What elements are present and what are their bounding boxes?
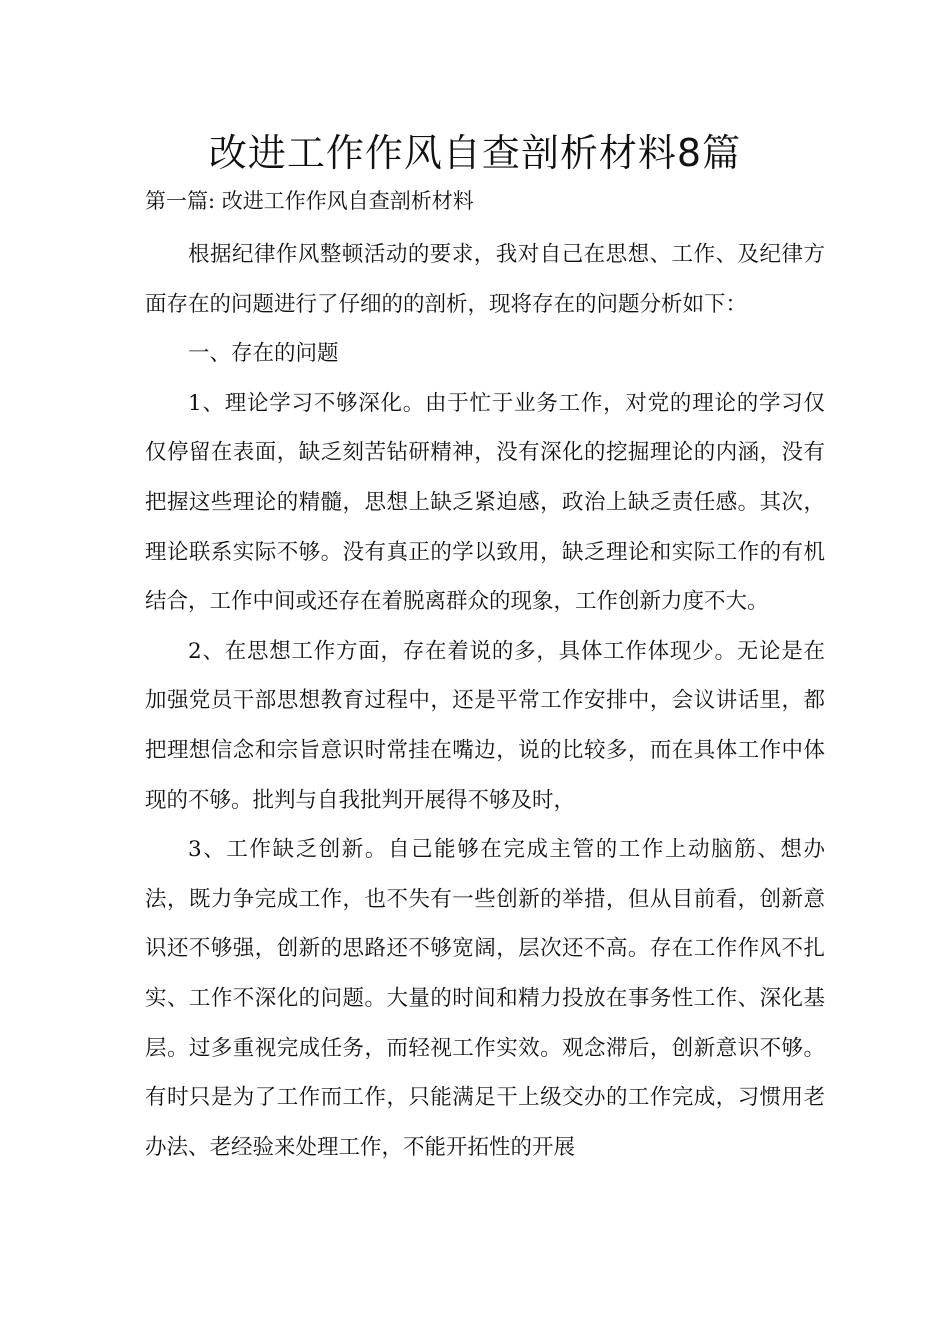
section-heading-problems: 一、存在的问题 xyxy=(188,341,339,367)
document-body xyxy=(145,230,825,1172)
paragraph-intro: 根据纪律作风整顿活动的要求，我对自己在思想、工作、及纪律方面存在的问题进行了仔细的的剖析，现将存在的问题分析如下： xyxy=(145,242,825,317)
document-title: 改进工作作风自查剖析材料8篇 xyxy=(208,131,742,175)
paragraph-item-2: 2、在思想工作方面，存在着说的多，具体工作体现少。无论是在加强党员干部思想教育过程中，还是平常工作安排中，会议讲话里，都把理想信念和宗旨意识时常挂在嘴边，说的比较多，而在具体工作中体现的不够。批判与自我批判开展得不够及时， xyxy=(145,638,825,813)
paragraph-item-3: 3、工作缺乏创新。自己能够在完成主管的工作上动脑筋、想办法，既力争完成工作，也不失有一些创新的举措，但从目前看，创新意识还不够强，创新的思路还不够宽阔，层次还不高。存在工作作风不扎实、工作不深化的问题。大量的时间和精力投放在事务性工作、深化基层。过多重视完成任务，而轻视工作实效。观念滞后，创新意识不够。有时只是为了工作而工作，只能满足干上级交办的工作完成，习惯用老办法、老经验来处理工作，不能开拓性的开展 xyxy=(145,837,825,1160)
paragraph-item-1: 1、理论学习不够深化。由于忙于业务工作，对党的理论的学习仅仅停留在表面，缺乏刻苦钻研精神，没有深化的挖掘理论的内涵，没有把握这些理论的精髓，思想上缺乏紧迫感，政治上缺乏责任感。其次，理论联系实际不够。没有真正的学以致用，缺乏理论和实际工作的有机结合，工作中间或还存在着脱离群众的现象，工作创新力度不大。 xyxy=(145,390,825,615)
section-subheading: 第一篇: 改进工作作风自查剖析材料 xyxy=(145,189,474,213)
